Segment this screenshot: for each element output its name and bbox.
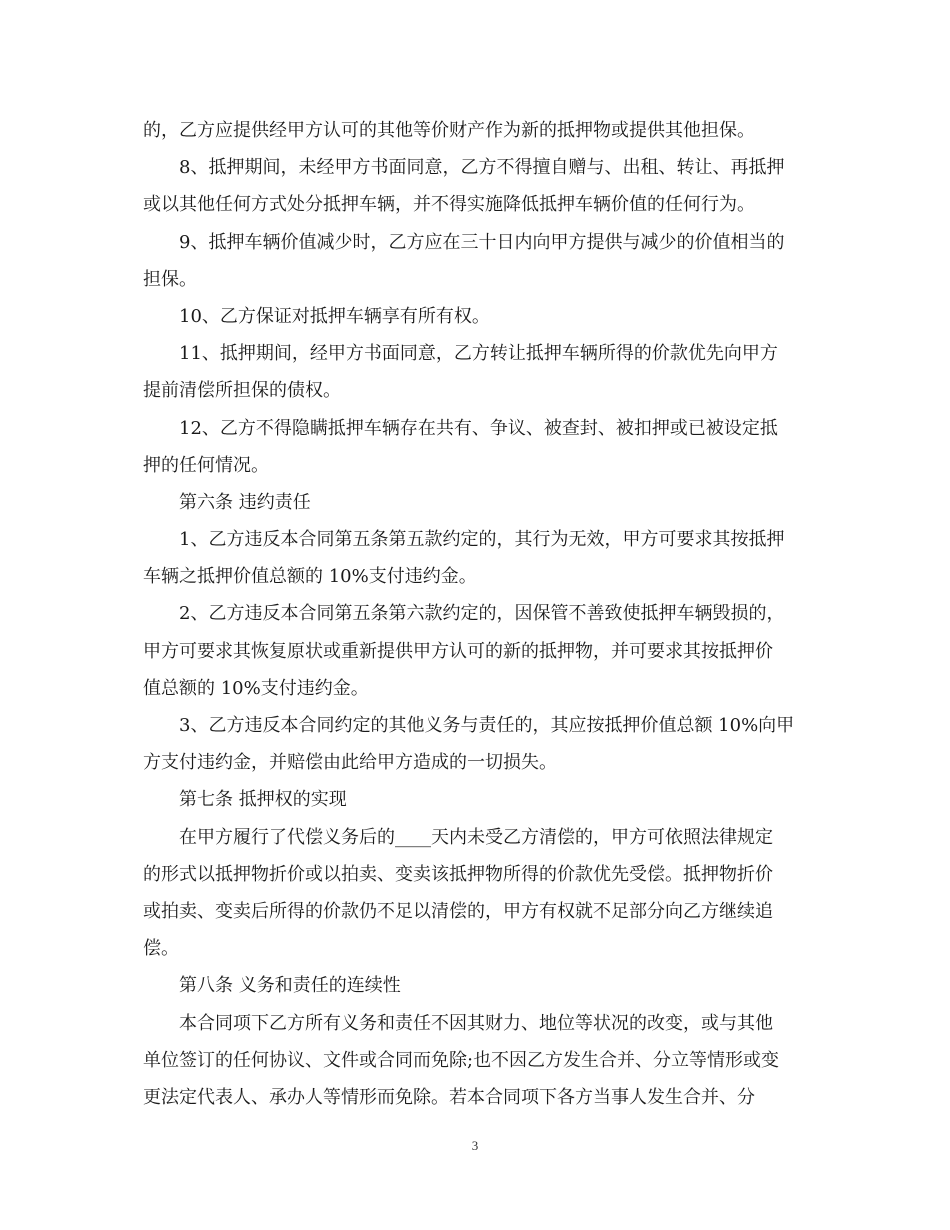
- text-line-21: 的形式以抵押物折价或以拍卖、变卖该抵押物所得的价款优先受偿。抵押物折价: [143, 863, 773, 885]
- text-line-16: 值总额的 10%支付违约金。: [143, 677, 369, 699]
- page-number: 3: [471, 1138, 479, 1153]
- section-heading-6: 第六条 违约责任: [179, 491, 311, 513]
- section-heading-8: 第八条 义务和责任的连续性: [179, 975, 401, 997]
- text-line-3: 或以其他任何方式处分抵押车辆，并不得实施降低抵押车辆价值的任何行为。: [143, 194, 755, 216]
- text-line-7: 11、抵押期间，经甲方书面同意，乙方转让抵押车辆所得的价款优先向甲方: [179, 343, 778, 365]
- text-line-18: 方支付违约金，并赔偿由此给甲方造成的一切损失。: [143, 752, 557, 774]
- text-line-1: 的，乙方应提供经甲方认可的其他等价财产作为新的抵押物或提供其他担保。: [143, 120, 755, 141]
- text-line-27: 更法定代表人、承办人等情形而免除。若本合同项下各方当事人发生合并、分: [143, 1086, 755, 1108]
- text-line-4: 9、抵押车辆价值减少时，乙方应在三十日内向甲方提供与减少的价值相当的: [179, 231, 785, 253]
- text-line-25: 本合同项下乙方所有义务和责任不因其财力、地位等状况的改变，或与其他: [179, 1012, 773, 1034]
- text-line-17: 3、乙方违反本合同约定的其他义务与责任的，其应按抵押价值总额 10%向甲: [179, 715, 795, 736]
- section-heading-7: 第七条 抵押权的实现: [179, 789, 347, 811]
- text-line-5: 担保。: [143, 268, 197, 290]
- text-line-2: 8、抵押期间，未经甲方书面同意，乙方不得擅自赠与、出租、转让、再抵押: [179, 157, 785, 179]
- text-line-9: 12、乙方不得隐瞒抵押车辆存在共有、争议、被查封、被扣押或已被设定抵: [179, 417, 778, 439]
- text-line-10: 押的任何情况。: [143, 454, 269, 476]
- text-line-23: 偿。: [143, 938, 179, 960]
- text-line-6: 10、乙方保证对抵押车辆享有所有权。: [179, 305, 490, 327]
- text-line-15: 甲方可要求其恢复原状或重新提供甲方认可的新的抵押物，并可要求其按抵押价: [143, 640, 773, 662]
- text-line-13: 车辆之抵押价值总额的 10%支付违约金。: [143, 566, 477, 588]
- document-body: [143, 112, 809, 1116]
- text-line-26: 单位签订的任何协议、文件或合同而免除;也不因乙方发生合并、分立等情形或变: [143, 1049, 780, 1071]
- text-line-20: 在甲方履行了代偿义务后的____天内未受乙方清偿的，甲方可依照法律规定: [179, 826, 773, 848]
- text-line-14: 2、乙方违反本合同第五条第六款约定的，因保管不善致使抵押车辆毁损的，: [179, 603, 785, 625]
- text-line-22: 或拍卖、变卖后所得的价款仍不足以清偿的，甲方有权就不足部分向乙方继续追: [143, 900, 773, 922]
- text-line-8: 提前清偿所担保的债权。: [143, 380, 341, 402]
- text-line-12: 1、乙方违反本合同第五条第五款约定的，其行为无效，甲方可要求其按抵押: [179, 529, 785, 551]
